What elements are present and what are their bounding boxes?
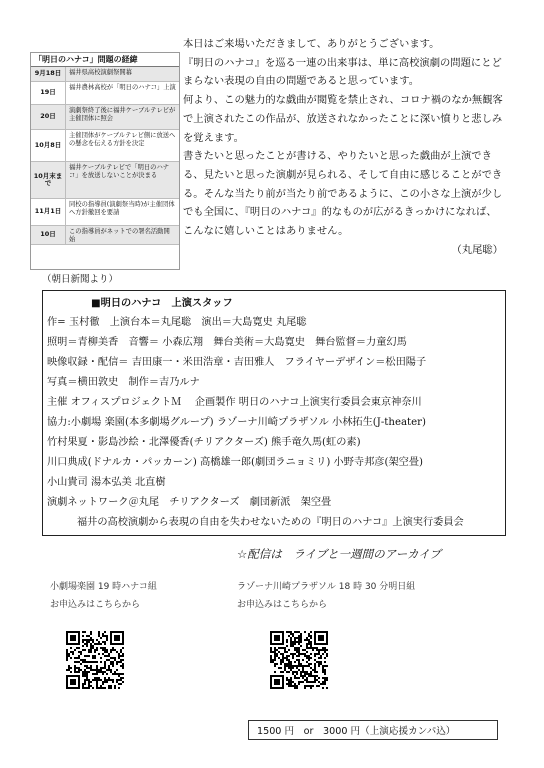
timeline-date: 10月8日 bbox=[31, 130, 66, 161]
news-clipping-timeline bbox=[30, 52, 180, 270]
greeting-text bbox=[183, 35, 503, 259]
signature: （丸尾聡） bbox=[451, 243, 503, 256]
qr-code-rakuen[interactable] bbox=[66, 631, 124, 689]
staff-line: 小山貴司 湯本弘美 北直樹 bbox=[47, 477, 166, 488]
venue-plazasol bbox=[237, 578, 415, 614]
qr-code-plazasol[interactable] bbox=[270, 631, 328, 689]
timeline-row bbox=[31, 82, 179, 105]
timeline-row bbox=[31, 162, 179, 199]
staff-line: 竹村果夏・影島沙絵・北澤優香(チリアクターズ) 熊手竜久馬(虹の素) bbox=[47, 437, 361, 448]
timeline-event: 演劇祭終了後に福井ケーブルテレビが主催団体に照会 bbox=[69, 107, 176, 122]
greeting-paragraph-text: 書きたいと思ったことが書ける、やりたいと思った戯曲が上演できる、見たいと思った演劇が見られる、そして自由に感じることができる。そんな当たり前が当たり前であるように、この小さな上演が少しでも全国に、『明日のハナコ』的なものが広がるきっかけになれば、こんなに嬉しいことはありません。 bbox=[183, 150, 503, 238]
timeline-event: 福井農林高校が「明日のハナコ」上演 bbox=[69, 84, 176, 91]
timeline-row bbox=[31, 199, 179, 226]
staff-line: 作= 玉村徹 上演台本＝丸尾聡 演出＝大島寛史 丸尾聡 bbox=[47, 317, 307, 328]
greeting-paragraph: 何より、この魅力的な戯曲が閲覧を禁止され、コロナ禍のなか無観客で上演されたこの作品が、放送されなかったことに深い憤りと悲しみを覚えます。 bbox=[183, 94, 503, 144]
clipping-title: 「明日のハナコ」問題の経緯 bbox=[31, 53, 179, 67]
staff-line: 協力:小劇場 楽園(本多劇場グループ) ラゾーナ川崎プラザソル 小林拓生(J-theater) bbox=[47, 417, 427, 428]
clipping-source: （朝日新聞より） bbox=[42, 274, 119, 285]
timeline-row bbox=[31, 105, 179, 130]
timeline-event: 福井ケーブルテレビで「明日のハナコ」を放送しないことが決まる bbox=[69, 164, 170, 179]
ticket-price: 1500 円 or 3000 円（上演応援カンパ込） bbox=[248, 720, 498, 740]
timeline-date: 10月末まで bbox=[31, 162, 66, 198]
timeline-date: 19日 bbox=[31, 82, 66, 104]
timeline-date: 9月18日 bbox=[31, 67, 66, 81]
timeline-row bbox=[31, 67, 179, 82]
venue-name: 小劇場楽園 19 時ハナコ組 bbox=[50, 582, 157, 592]
timeline-date: 11月1日 bbox=[31, 199, 66, 225]
staff-line: 演劇ネットワーク＠丸尾 チリアクターズ 劇団新派 架空畳 bbox=[47, 497, 332, 508]
apply-text: お申込みはこちらから bbox=[237, 600, 328, 610]
greeting-paragraph: 本日はご来場いただきまして、ありがとうございます。 bbox=[183, 38, 440, 50]
staff-line: 主催 オフィスプロジェクトＭ 企画製作 明日のハナコ上演実行委員会東京神奈川 bbox=[47, 397, 422, 408]
streaming-notice: ☆配信は ライブと一週間のアーカイブ bbox=[237, 547, 441, 561]
committee-name: 福井の高校演劇から表現の自由を失わせないための『明日のハナコ』上演実行委員会 bbox=[77, 517, 464, 528]
timeline-event: 同校の指導員(演劇祭当時)が主催団体へ方針撤回を要請 bbox=[69, 201, 175, 216]
venue-name: ラゾーナ川崎プラザソル 18 時 30 分明日組 bbox=[237, 582, 416, 592]
staff-credits-box bbox=[42, 290, 506, 536]
timeline-event: 主催団体がケーブルテレビ側に放送への懸念を伝える方針を決定 bbox=[69, 132, 176, 147]
timeline-row bbox=[31, 226, 179, 245]
staff-line: 照明＝青柳美香 音響＝ 小森広翔 舞台美術＝大島寛史 舞台監督＝力童幻馬 bbox=[47, 337, 407, 348]
apply-text: お申込みはこちらから bbox=[50, 600, 141, 610]
timeline-event: 福井県高校演劇祭開幕 bbox=[69, 69, 132, 76]
timeline-date: 20日 bbox=[31, 105, 66, 129]
greeting-paragraph bbox=[183, 147, 503, 259]
greeting-paragraph: 『明日のハナコ』を巡る一連の出来事は、単に高校演劇の問題にとどまらない表現の自由の問題であると思っています。 bbox=[183, 56, 502, 88]
clipping-rows bbox=[31, 67, 179, 245]
staff-line: 写真＝横田敦史 制作＝吉乃ルナ bbox=[47, 377, 200, 388]
timeline-event: この指導員がネットでの署名活動開始 bbox=[69, 228, 170, 243]
staff-line: 映像収録・配信＝ 吉田康一・米田浩章・吉田雅人 フライヤーデザイン＝松田陽子 bbox=[47, 357, 427, 368]
venue-rakuen bbox=[50, 578, 157, 614]
staff-title: ■明日のハナコ 上演スタッフ bbox=[91, 298, 233, 309]
timeline-row bbox=[31, 130, 179, 162]
staff-line: 川口典成(ドナルカ・パッカーン) 高橋雄一郎(劇団ラニョミリ) 小野寺邦彦(架空畳) bbox=[47, 457, 423, 468]
timeline-date: 10日 bbox=[31, 226, 66, 244]
